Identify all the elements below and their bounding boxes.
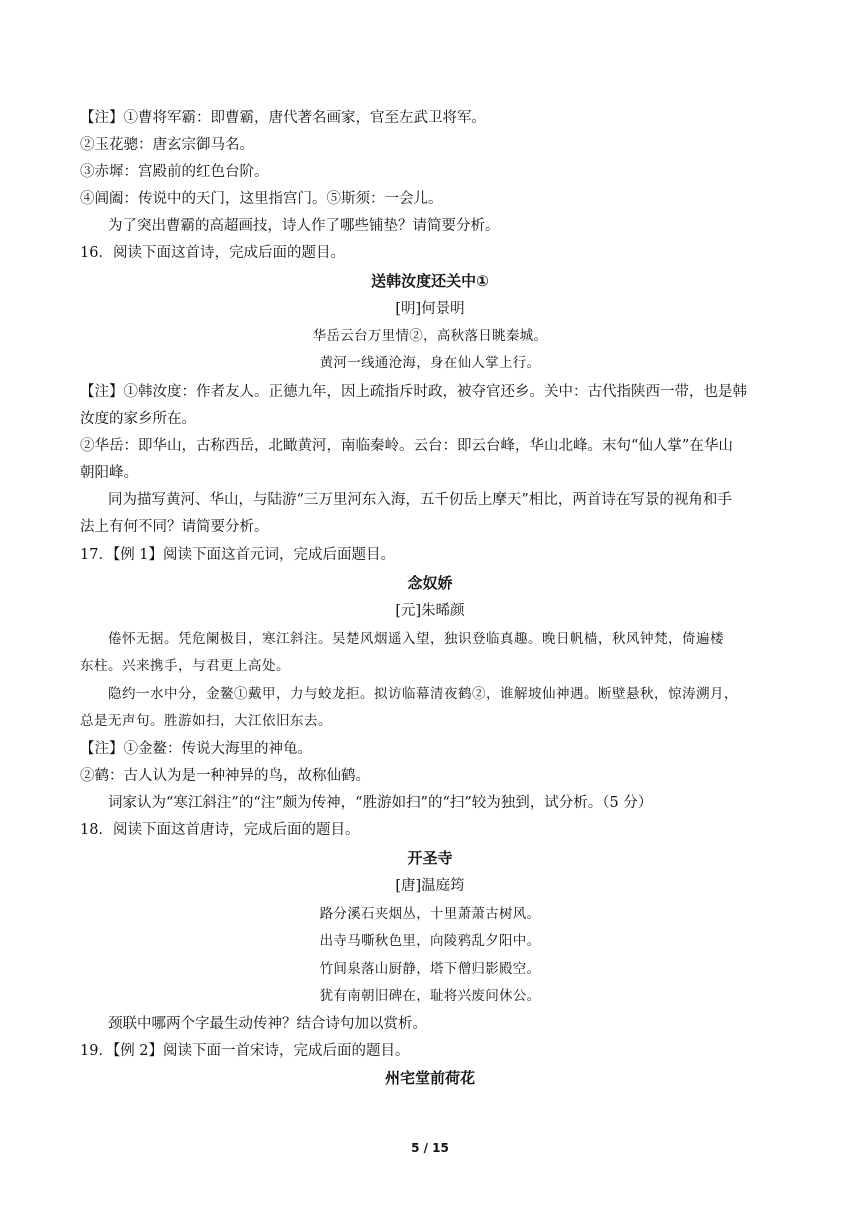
text-line: 隐约一水中分，金鳌①戴甲，力与蛟龙拒。拟访临幕清夜鹤②，谁解坡仙神遇。断壁悬秋，惊涛溯月，: [108, 686, 738, 702]
text-line: 倦怀无据。凭危阑极目，寒江斜注。吴楚风烟遥入望，独识登临真趣。晚日帆樯，秋风钟梵，倚遍楼: [108, 631, 724, 647]
text-line: [元]朱晞颜: [395, 603, 465, 619]
text-line: 黄河一线通沧海，身在仙人掌上行。: [319, 355, 541, 371]
page-number: 5 / 15: [411, 1141, 449, 1155]
section-title: 州宅堂前荷花: [384, 1069, 475, 1087]
section-title: 开圣寺: [407, 849, 453, 867]
section-title: 送韩汝度还关中①: [371, 272, 489, 290]
text-line: 华岳云台万里情②，高秋落日眺秦城。: [312, 328, 548, 344]
text-line: 总是无声句。胜游如扫，大江依旧东去。: [80, 713, 332, 729]
text-line: ②玉花骢：唐玄宗御马名。: [80, 137, 254, 153]
text-line: 竹间泉落山厨静，塔下僧归影殿空。: [319, 961, 541, 977]
text-line: 犹有南朝旧碑在，耻将兴废问休公。: [319, 988, 541, 1004]
text-line: 【注】①金鳌：传说大海里的神龟。: [80, 741, 312, 757]
text-line: ③赤墀：宫殿前的红色台阶。: [80, 164, 269, 180]
text-line: 东柱。兴来携手，与君更上高处。: [80, 658, 290, 674]
text-line: ②华岳：即华山，古称西岳，北瞰黄河，南临秦岭。云台：即云台峰，华山北峰。末句“仙人掌”在华山: [80, 438, 733, 454]
text-line: ④阊阖：传说中的天门，这里指宫门。⑤斯须：一会儿。: [80, 191, 443, 207]
text-line: 17．【例 1】阅读下面这首元词，完成后面题目。: [80, 547, 396, 563]
text-line: 颈联中哪两个字最生动传神？结合诗句加以赏析。: [108, 1016, 427, 1032]
text-line: 路分溪石夹烟丛，十里萧萧古树风。: [319, 906, 541, 922]
text-line: 朝阳峰。: [80, 465, 138, 481]
text-line: 同为描写黄河、华山，与陆游“三万里河东入海，五千仞岳上摩天”相比，两首诗在写景的视角和手: [108, 492, 732, 508]
text-line: 19．【例 2】阅读下面一首宋诗，完成后面的题目。: [80, 1043, 410, 1059]
text-line: 16．阅读下面这首诗，完成后面的题目。: [80, 245, 345, 261]
text-line: 词家认为“寒江斜注”的“注”颇为传神，“胜游如扫”的“扫”较为独到，试分析。（5 分）: [108, 795, 653, 811]
text-line: 18．阅读下面这首唐诗，完成后面的题目。: [80, 822, 360, 838]
text-line: 【注】①曹将军霸：即曹霸，唐代著名画家，官至左武卫将军。: [80, 110, 486, 126]
text-line: 法上有何不同？请简要分析。: [80, 519, 269, 535]
section-title: 念奴娇: [407, 574, 453, 592]
text-line: 出寺马嘶秋色里，向陵鸦乱夕阳中。: [319, 933, 541, 949]
text-line: ②鹤：古人认为是一种神异的鸟，故称仙鹤。: [80, 768, 370, 784]
text-line: 【注】①韩汝度：作者友人。正德九年，因上疏指斥时政，被夺官还乡。关中：古代指陕西一带，也是韩: [80, 384, 747, 400]
text-line: [唐]温庭筠: [395, 878, 465, 894]
text-line: [明]何景明: [395, 301, 465, 317]
text-line: 为了突出曹霸的高超画技，诗人作了哪些铺垫？请简要分析。: [108, 218, 500, 234]
text-line: 汝度的家乡所在。: [80, 411, 196, 427]
